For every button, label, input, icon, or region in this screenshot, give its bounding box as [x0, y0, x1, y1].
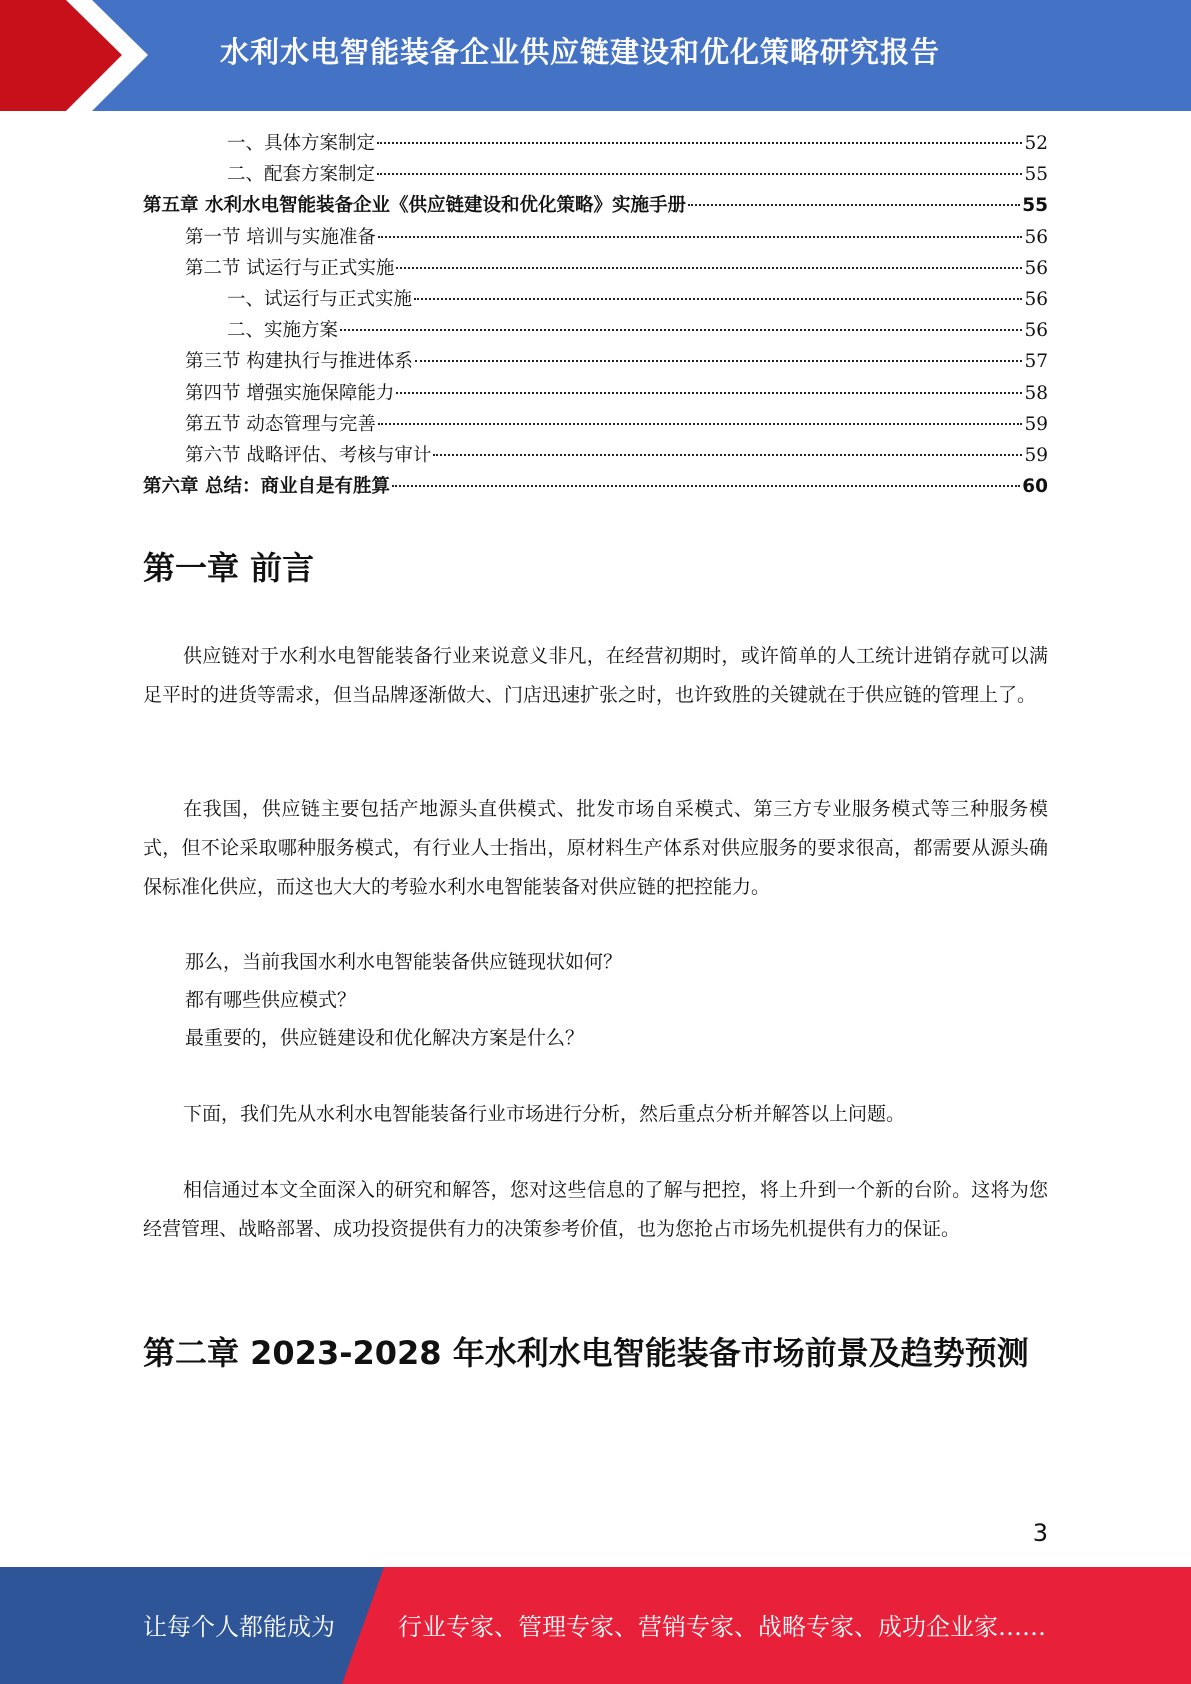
- toc-dot-leader: [688, 203, 1020, 206]
- toc-entry-title: 第五节 动态管理与完善: [185, 413, 376, 435]
- toc-entry[interactable]: [143, 471, 1048, 502]
- toc-entry-title: 二、实施方案: [227, 320, 339, 342]
- toc-entry[interactable]: [143, 409, 1048, 440]
- toc-entry-title: 二、配套方案制定: [227, 164, 376, 186]
- chapter-1-title: 第一章 前言: [143, 549, 315, 587]
- toc-entry-page: 55: [1024, 164, 1048, 186]
- footer-slogan-right: 行业专家、管理专家、营销专家、战略专家、成功企业家……: [398, 1613, 1046, 1641]
- toc-entry-page: 60: [1022, 476, 1048, 498]
- toc-entry-title: 一、试运行与正式实施: [227, 288, 413, 310]
- toc-dot-leader: [378, 422, 1023, 425]
- toc-entry-page: 59: [1024, 444, 1048, 466]
- toc-dot-leader: [378, 235, 1023, 238]
- toc-entry-page: 57: [1024, 351, 1048, 373]
- paragraph-3: 下面，我们先从水利水电智能装备行业市场进行分析，然后重点分析并解答以上问题。: [183, 1103, 906, 1125]
- toc-dot-leader: [340, 328, 1022, 331]
- toc-dot-leader: [414, 297, 1022, 300]
- header-title: 水利水电智能装备企业供应链建设和优化策略研究报告: [220, 35, 941, 69]
- question-1: 那么，当前我国水利水电智能装备供应链现状如何？: [185, 951, 623, 973]
- page-footer: [0, 1567, 1191, 1684]
- toc-entry[interactable]: [143, 159, 1048, 190]
- toc-entry-title: 第四节 增强实施保障能力: [185, 382, 395, 404]
- toc-entry-title: 一、具体方案制定: [227, 133, 376, 154]
- toc-dot-leader: [377, 141, 1022, 144]
- toc-entry[interactable]: [143, 315, 1048, 346]
- toc-entry-title: 第一节 培训与实施准备: [185, 226, 376, 248]
- toc-entry-page: 52: [1024, 133, 1048, 154]
- toc-entry-page: 59: [1024, 413, 1048, 435]
- paragraph-2: 在我国，供应链主要包括产地源头直供模式、批发市场自采模式、第三方专业服务模式等三种服务模式，但不论采取哪种服务模式，有行业人士指出，原材料生产体系对供应服务的要求很高，都需要从源头确保标准化供应，而这也大大的考验水利水电智能装备对供应链的把控能力。: [143, 798, 1048, 898]
- toc-entry-page: 56: [1024, 320, 1048, 342]
- toc-entry-page: 55: [1022, 195, 1048, 217]
- toc-dot-leader: [433, 453, 1022, 456]
- toc-entry-page: 58: [1024, 382, 1048, 404]
- toc-entry[interactable]: [143, 440, 1048, 471]
- toc-entry-title: 第三节 构建执行与推进体系: [185, 351, 413, 373]
- paragraph-1: 供应链对于水利水电智能装备行业来说意义非凡，在经营初期时，或许简单的人工统计进销存就可以满足平时的进货等需求，但当品牌逐渐做大、门店迅速扩张之时，也许致胜的关键就在于供应链的管理上了。: [143, 645, 1048, 706]
- toc-dot-leader: [415, 359, 1023, 362]
- toc-entry-page: 56: [1024, 288, 1048, 310]
- toc-dot-leader: [392, 484, 1020, 487]
- toc-entry[interactable]: [143, 190, 1048, 221]
- question-3: 最重要的，供应链建设和优化解决方案是什么？: [185, 1027, 585, 1049]
- toc-entry-title: 第六节 战略评估、考核与审计: [185, 444, 432, 466]
- toc-entry[interactable]: [143, 284, 1048, 315]
- toc-entry-page: 56: [1024, 257, 1048, 279]
- toc-entry[interactable]: [143, 346, 1048, 377]
- table-of-contents: [143, 128, 1048, 502]
- toc-entry-page: 56: [1024, 226, 1048, 248]
- page-number: 3: [1032, 1519, 1048, 1547]
- chapter-2-title: 第二章 2023-2028 年水利水电智能装备市场前景及趋势预测: [143, 1334, 1029, 1372]
- toc-entry-title: 第六章 总结：商业自是有胜算: [143, 476, 390, 498]
- toc-dot-leader: [396, 391, 1022, 394]
- toc-entry[interactable]: [143, 222, 1048, 253]
- footer-slogan-left: 让每个人都能成为: [143, 1613, 335, 1641]
- toc-entry-title: 第二节 试运行与正式实施: [185, 257, 395, 279]
- page-header: [0, 0, 1191, 111]
- question-2: 都有哪些供应模式？: [185, 989, 357, 1011]
- toc-entry[interactable]: [143, 378, 1048, 409]
- toc-entry[interactable]: [143, 128, 1048, 159]
- toc-dot-leader: [396, 266, 1022, 269]
- toc-dot-leader: [377, 172, 1022, 175]
- toc-entry-title: 第五章 水利水电智能装备企业《供应链建设和优化策略》实施手册: [143, 195, 686, 217]
- toc-entry[interactable]: [143, 253, 1048, 284]
- paragraph-4: 相信通过本文全面深入的研究和解答，您对这些信息的了解与把控，将上升到一个新的台阶。这将为您经营管理、战略部署、成功投资提供有力的决策参考价值，也为您抢占市场先机提供有力的保证。: [143, 1179, 1048, 1240]
